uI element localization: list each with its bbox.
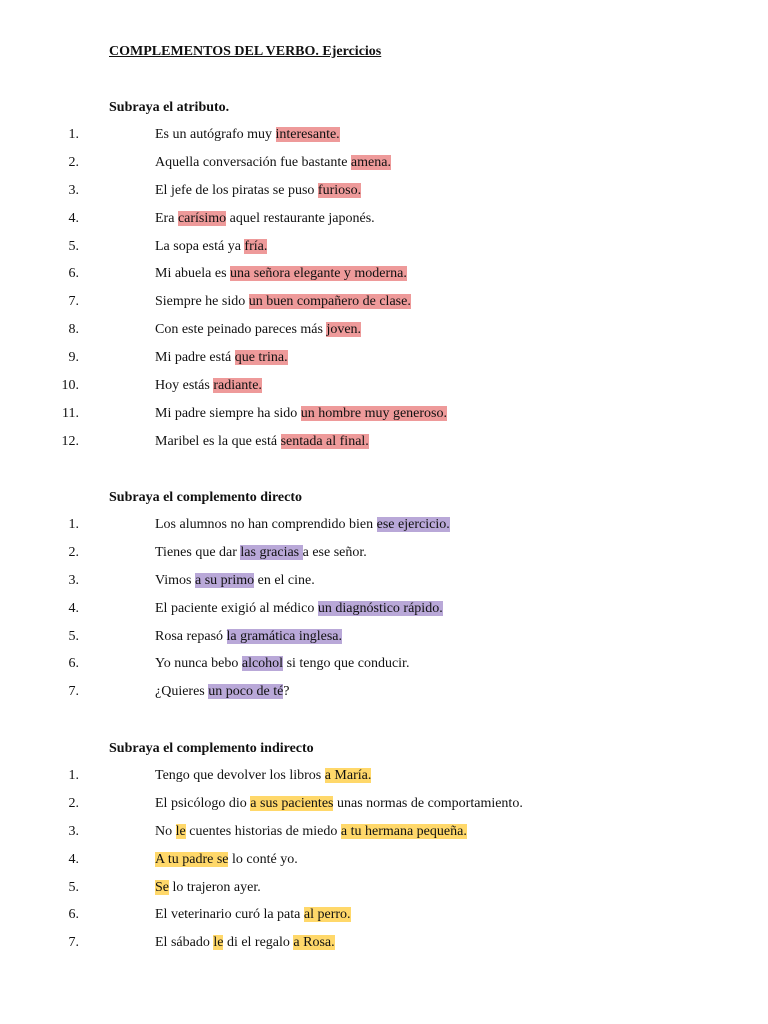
highlighted-complement: interesante. (275, 127, 340, 142)
exercise-item (0, 823, 700, 851)
sentence-text: en el cine. (254, 572, 315, 588)
item-number: 4. (68, 851, 79, 867)
item-number: 8. (68, 322, 79, 338)
item-number: 2. (68, 795, 79, 811)
highlighted-complement: le (213, 935, 224, 951)
sentence-text: El sábado (155, 935, 214, 951)
item-number: 7. (68, 294, 79, 310)
highlighted-complement: amena. (350, 154, 391, 170)
sentence-text: a ese señor. (302, 544, 367, 560)
item-number: 3. (68, 182, 79, 198)
item-sentence (155, 210, 375, 228)
item-number: 4. (68, 600, 79, 616)
exercise-item (0, 321, 700, 349)
sentence-text: Tienes que dar (155, 544, 241, 560)
highlighted-complement: a María. (324, 768, 372, 783)
exercise-item (0, 154, 700, 182)
exercise-item (0, 879, 700, 907)
item-number: 1. (68, 517, 79, 532)
highlighted-complement: la gramática inglesa. (226, 628, 342, 644)
exercise-item (0, 433, 700, 461)
exercise-item (0, 851, 700, 879)
heading-complemento-indirecto: Subraya el complemento indirecto (109, 741, 314, 756)
highlighted-complement: al perro. (303, 907, 351, 923)
sentence-text: Mi padre está (155, 350, 235, 366)
highlighted-complement: fría. (244, 238, 268, 254)
sentence-text: Yo nunca bebo (155, 656, 242, 672)
exercise-item (0, 600, 700, 628)
item-sentence (155, 293, 411, 311)
exercise-item (0, 795, 700, 823)
sentence-text: unas normas de comportamiento. (333, 795, 523, 811)
sentence-text: El psicólogo dio (155, 795, 251, 811)
highlighted-complement: una señora elegante y moderna. (230, 266, 407, 282)
exercise-item (0, 293, 700, 321)
item-sentence (155, 879, 261, 897)
item-number: 2. (68, 544, 79, 560)
item-sentence (155, 851, 298, 869)
item-number: 5. (68, 879, 79, 895)
sentence-text: El paciente exigió al médico (155, 600, 318, 616)
sentence-text: Era (155, 210, 178, 226)
item-sentence (155, 934, 335, 952)
sentence-text: Siempre he sido (155, 294, 249, 310)
item-sentence (155, 265, 407, 283)
sentence-text: Vimos (155, 572, 195, 588)
item-number: 2. (68, 154, 79, 170)
item-sentence (155, 321, 361, 339)
item-sentence (155, 238, 267, 256)
highlighted-complement: a tu hermana pequeña. (340, 823, 467, 839)
item-sentence (155, 823, 467, 841)
item-sentence (155, 600, 443, 618)
highlighted-complement: un poco de té (208, 684, 284, 700)
highlighted-complement: ese ejercicio. (376, 517, 450, 532)
highlighted-complement: a Rosa. (293, 935, 335, 951)
exercise-item (0, 238, 700, 266)
item-sentence (155, 126, 340, 144)
sentence-text: lo conté yo. (228, 851, 298, 867)
sentence-text: No (155, 823, 176, 839)
exercise-item (0, 655, 700, 683)
item-number: 5. (68, 238, 79, 254)
item-sentence (155, 767, 371, 785)
item-number: 7. (68, 935, 79, 951)
item-sentence (155, 683, 290, 701)
sentence-text: ¿Quieres (155, 684, 209, 700)
highlighted-complement: un buen compañero de clase. (248, 294, 411, 310)
sentence-text: Los alumnos no han comprendido bien (155, 517, 377, 532)
item-sentence (155, 433, 369, 451)
highlighted-complement: a su primo (195, 572, 255, 588)
item-sentence (155, 795, 523, 813)
item-sentence (155, 154, 391, 172)
highlighted-complement: radiante. (213, 378, 262, 394)
item-number: 7. (68, 684, 79, 700)
item-number: 9. (68, 350, 79, 366)
sentence-text: si tengo que conducir. (283, 656, 410, 672)
sentence-text: El veterinario curó la pata (155, 907, 304, 923)
exercise-item (0, 377, 700, 405)
item-number: 3. (68, 572, 79, 588)
highlighted-complement: las gracias (240, 544, 303, 560)
item-number: 6. (68, 266, 79, 282)
list-complemento-directo (0, 516, 700, 711)
exercise-item (0, 349, 700, 377)
item-sentence (155, 405, 447, 423)
highlighted-complement: un hombre muy generoso. (300, 405, 447, 421)
sentence-text: aquel restaurante japonés. (226, 210, 375, 226)
heading-complemento-directo: Subraya el complemento directo (109, 490, 302, 505)
highlighted-complement: alcohol (241, 656, 284, 672)
sentence-text: Maribel es la que está (155, 433, 281, 449)
item-number: 1. (68, 127, 79, 142)
item-number: 5. (68, 628, 79, 644)
sentence-text: Con este peinado pareces más (155, 322, 327, 338)
list-atributo (0, 126, 700, 461)
sentence-text: Es un autógrafo muy (155, 127, 276, 142)
item-number: 12. (61, 433, 79, 449)
sentence-text: ? (283, 684, 290, 700)
sentence-text: Rosa repasó (155, 628, 227, 644)
exercise-item (0, 683, 700, 711)
item-sentence (155, 516, 450, 534)
item-number: 10. (61, 378, 79, 394)
heading-atributo: Subraya el atributo. (109, 100, 230, 115)
highlighted-complement: carísimo (177, 210, 227, 226)
exercise-item (0, 405, 700, 433)
sentence-text: cuentes historias de miedo (185, 823, 341, 839)
exercise-item (0, 767, 700, 795)
item-sentence (155, 906, 351, 924)
highlighted-complement: le (175, 823, 186, 839)
highlighted-complement: un diagnóstico rápido. (317, 600, 443, 616)
exercise-item (0, 210, 700, 238)
item-sentence (155, 655, 409, 673)
item-number: 6. (68, 907, 79, 923)
item-number: 6. (68, 656, 79, 672)
sentence-text: Mi abuela es (155, 266, 231, 282)
highlighted-complement: furioso. (317, 182, 362, 198)
highlighted-complement: Se (155, 879, 169, 895)
item-sentence (155, 377, 262, 395)
item-sentence (155, 572, 315, 590)
sentence-text: di el regalo (223, 935, 294, 951)
sentence-text: La sopa está ya (155, 238, 245, 254)
sentence-text: lo trajeron ayer. (169, 879, 261, 895)
exercise-item (0, 265, 700, 293)
item-number: 11. (62, 405, 79, 421)
item-sentence (155, 544, 367, 562)
exercise-item (0, 516, 700, 544)
highlighted-complement: que trina. (234, 350, 288, 366)
exercise-item (0, 572, 700, 600)
sentence-text: El jefe de los piratas se puso (155, 182, 318, 198)
highlighted-complement: A tu padre se (155, 851, 229, 867)
exercise-item (0, 628, 700, 656)
sentence-text: Hoy estás (155, 378, 214, 394)
item-number: 1. (68, 768, 79, 783)
document-title: COMPLEMENTOS DEL VERBO. Ejercicios (109, 44, 382, 59)
list-complemento-indirecto (0, 767, 700, 962)
item-number: 3. (68, 823, 79, 839)
item-number: 4. (68, 210, 79, 226)
highlighted-complement: joven. (326, 322, 362, 338)
highlighted-complement: a sus pacientes (250, 795, 334, 811)
exercise-item (0, 906, 700, 934)
highlighted-complement: sentada al final. (280, 433, 369, 449)
item-sentence (155, 349, 288, 367)
sentence-text: Aquella conversación fue bastante (155, 154, 351, 170)
item-sentence (155, 628, 342, 646)
exercise-item (0, 182, 700, 210)
sentence-text: Mi padre siempre ha sido (155, 405, 301, 421)
exercise-item (0, 544, 700, 572)
item-sentence (155, 182, 361, 200)
exercise-item (0, 126, 700, 154)
sentence-text: Tengo que devolver los libros (155, 768, 325, 783)
exercise-item (0, 934, 700, 962)
